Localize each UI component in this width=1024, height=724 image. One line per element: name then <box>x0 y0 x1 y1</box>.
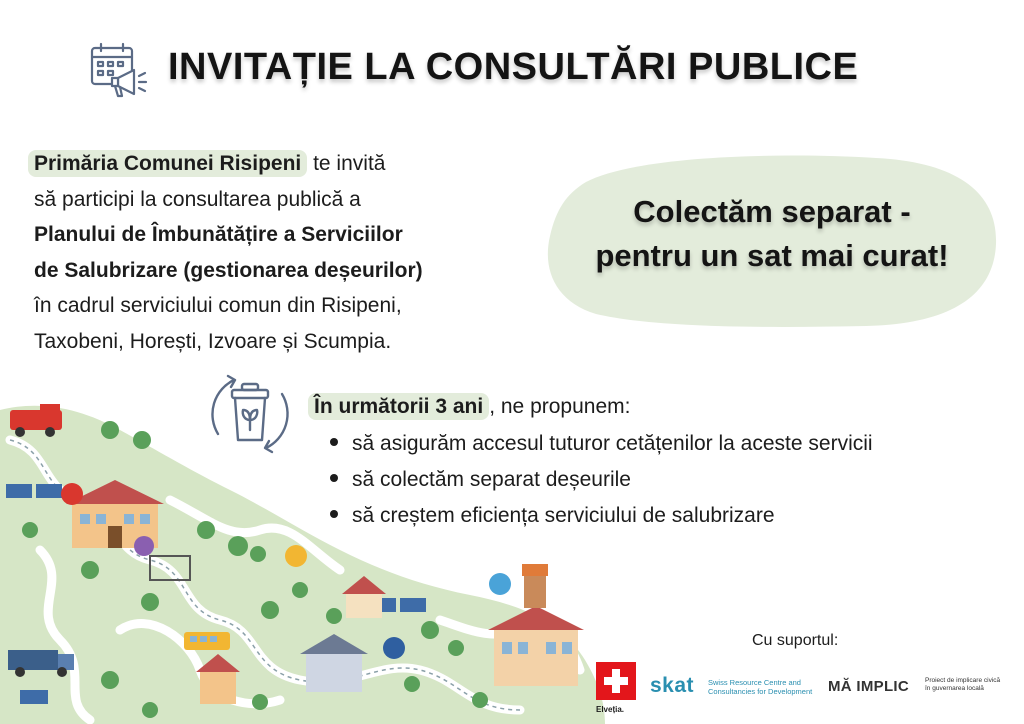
list-item <box>330 462 873 498</box>
intro-line-2: să participi la consultarea publică a <box>34 187 361 211</box>
goals-list <box>330 426 873 534</box>
bullet-icon <box>330 474 338 482</box>
maimplic-logo <box>828 677 1001 696</box>
slogan <box>546 190 998 278</box>
goal-text: să creștem eficiența serviciului de salubrizare <box>352 504 775 527</box>
goal-text: să asigurăm accesul tuturor cetățenilor la aceste servicii <box>352 432 873 455</box>
skat-logo <box>650 674 813 698</box>
intro-line-3: Planului de Îmbunătățire a Serviciilor <box>34 223 403 246</box>
list-item <box>330 498 873 534</box>
bullet-icon <box>330 438 338 446</box>
goals-intro <box>308 395 630 419</box>
intro-line-5: în cadrul serviciului comun din Risipeni, <box>34 294 402 317</box>
goals-period-highlight: În următorii 3 ani <box>308 393 489 420</box>
intro-line-6: Taxobeni, Horești, Izvoare și Scumpia. <box>34 329 392 353</box>
calendar-megaphone-icon <box>88 40 150 102</box>
organizer-highlight: Primăria Comunei Risipeni <box>28 150 307 177</box>
skat-subtitle-line-1: Swiss Resource Centre and <box>708 678 801 687</box>
support-label: Cu suportul: <box>752 632 839 649</box>
maimplic-subtitle-line-2: în guvernarea locală <box>925 685 984 692</box>
slogan-line-1: Colectăm separat - <box>633 194 911 229</box>
skat-subtitle-line-2: Consultancies for Development <box>708 687 813 696</box>
maimplic-subtitle-line-1: Proiect de implicare civică <box>925 677 1001 684</box>
goal-text: să colectăm separat deșeurile <box>352 468 631 491</box>
intro-paragraph <box>34 146 534 359</box>
swiss-logo <box>596 662 636 714</box>
intro-line-1-rest: te invită <box>307 152 386 175</box>
intro-line-4: de Salubrizare (gestionarea deșeurilor) <box>34 258 423 282</box>
list-item <box>330 426 873 462</box>
skat-name: skat <box>650 674 695 697</box>
swiss-caption: Elveția. <box>596 705 625 714</box>
slogan-line-2: pentru un sat mai curat! <box>595 238 949 273</box>
recycle-bin-icon <box>204 368 296 460</box>
swiss-cross-icon <box>596 662 636 700</box>
intro-line-1 <box>34 146 534 182</box>
goals-intro-rest: , ne propunem: <box>489 395 631 418</box>
skat-subtitle <box>708 678 812 696</box>
page-title: INVITAȚIE LA CONSULTĂRI PUBLICE <box>168 46 859 88</box>
bullet-icon <box>330 510 338 518</box>
maimplic-name: MĂ IMPLIC <box>828 678 910 695</box>
maimplic-subtitle <box>925 677 1000 693</box>
